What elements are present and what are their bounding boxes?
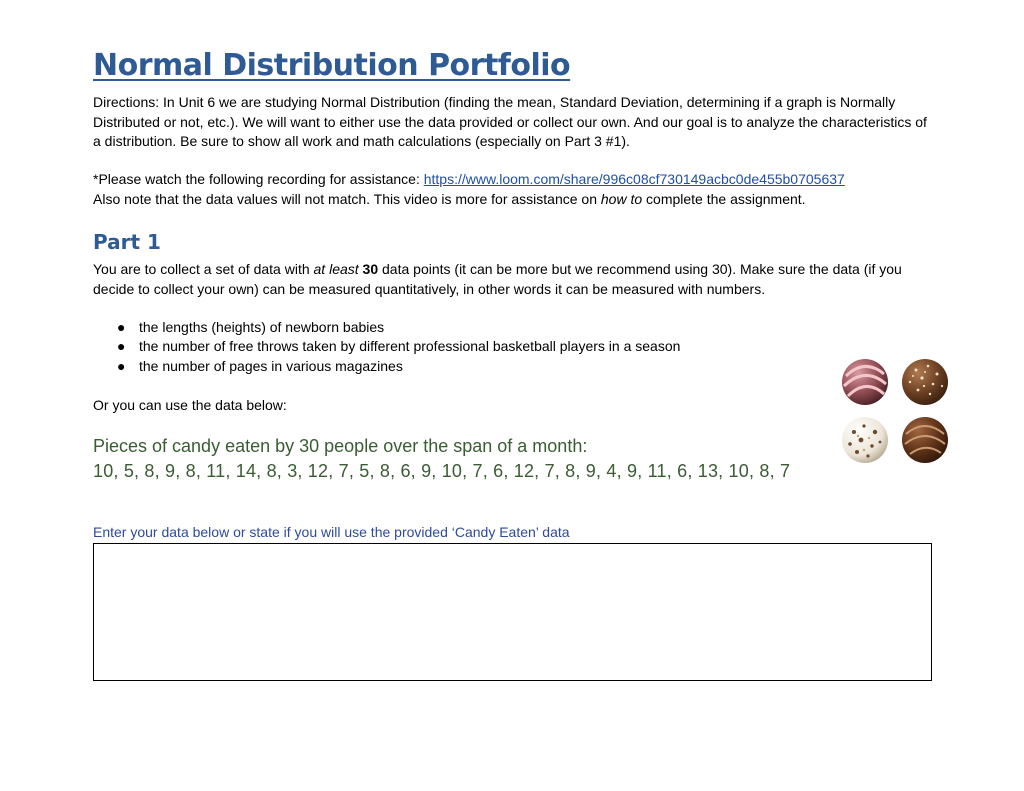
list-item	[93, 337, 680, 356]
candy-data-values: 10, 5, 8, 9, 8, 11, 14, 8, 3, 12, 7, 5, 8, 6, 9, 10, 7, 6, 12, 7, 8, 9, 4, 9, 11, 6, 13, 10, 8, 7	[93, 461, 791, 481]
list-item-text: the number of pages in various magazines	[139, 357, 403, 374]
list-item-text: the lengths (heights) of newborn babies	[139, 319, 385, 335]
list-item-text: the number of free throws taken by different professional basketball players in a season	[139, 338, 681, 355]
loom-link[interactable]: https://www.loom.com/share/996c08cf730149acbc0de455b0705637	[423, 171, 845, 187]
watch-recording-line	[93, 170, 928, 190]
note-italic: how to	[600, 191, 643, 207]
bullet-icon: ●	[117, 357, 126, 374]
entry-label: Enter your data below or state if you will use the provided ‘Candy Eaten’ data	[93, 524, 570, 540]
note-before: Also note that the data values will not match. This video is more for assistance on	[93, 191, 601, 207]
part1-intro-bold: 30	[362, 261, 379, 277]
part1-intro-italic: at least	[313, 261, 359, 277]
candy-data-heading: Pieces of candy eaten by 30 people over the span of a month:	[93, 436, 588, 456]
chocolate-truffles-image	[838, 356, 954, 468]
bullet-icon: ●	[117, 338, 126, 355]
page-title: Normal Distribution Portfolio	[93, 48, 571, 83]
chocolate-truffles-icon	[838, 356, 954, 468]
part1-heading: Part 1	[93, 230, 161, 254]
bullet-icon: ●	[117, 319, 126, 335]
note-after: complete the assignment.	[642, 191, 806, 207]
note-line	[93, 190, 928, 210]
directions-text: Directions: In Unit 6 we are studying Normal Distribution (finding the mean, Standard Deviation, determining if a graph is Normally Distributed or not, etc.). We will want to either use the data provided or collect our own. And our goal is to analyze the characteristics of a distribution. Be sure to show all work and math calculations (especially on Part 3 #1).	[93, 94, 927, 149]
list-item	[93, 318, 680, 337]
list-item	[93, 357, 680, 376]
example-list	[93, 318, 680, 376]
or-use-text: Or you can use the data below:	[93, 397, 287, 413]
data-entry-box[interactable]	[93, 543, 932, 681]
part1-intro-a: You are to collect a set of data with	[93, 261, 314, 277]
part1-intro	[93, 260, 933, 299]
part1-intro-b: data points (it can be more but we recommend using 30). Make sure the data (if you decide to collect your own) can be measured quantitatively, in other words it can be measured with numbers.	[93, 261, 902, 297]
watch-prefix: *Please watch the following recording for assistance:	[93, 171, 424, 187]
